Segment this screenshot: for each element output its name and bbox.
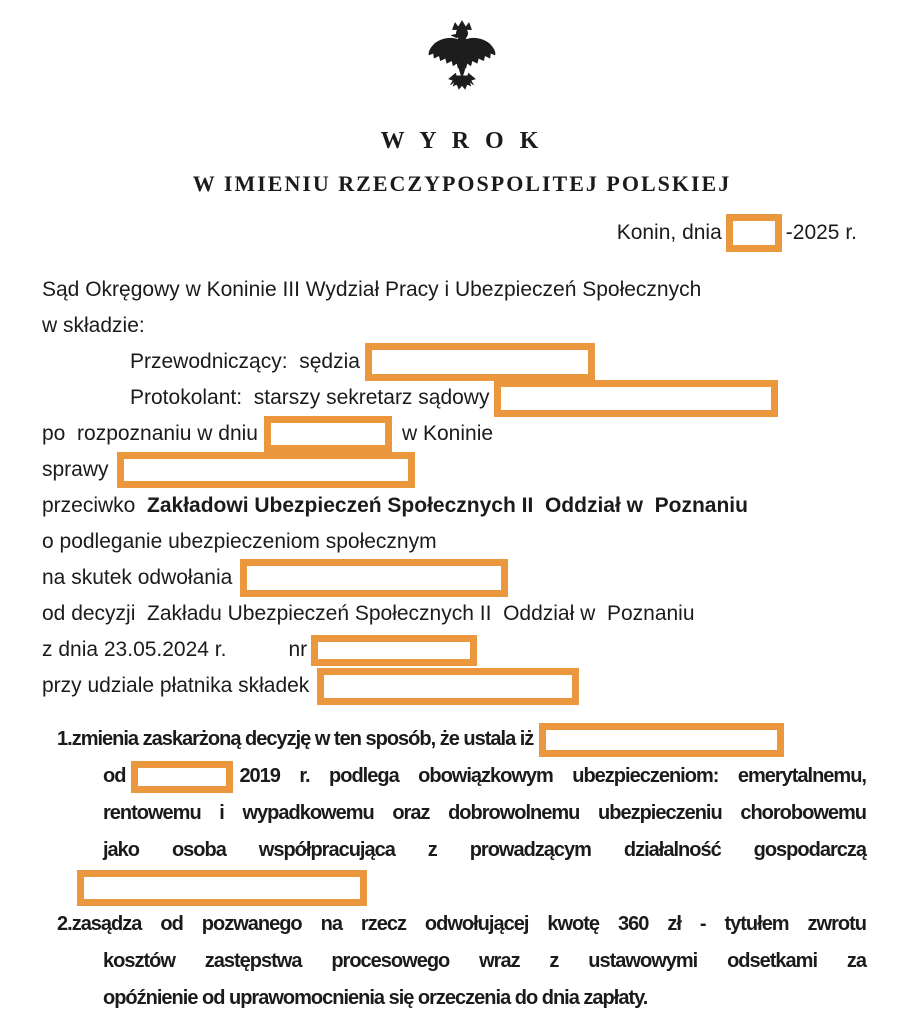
payer-line: przy udziale płatnika składek xyxy=(42,668,924,704)
verdict-2-number: 2. xyxy=(57,913,72,935)
redaction-box-insured-name xyxy=(539,723,784,757)
verdict-1-line-5 xyxy=(57,869,866,906)
redaction-box-judge-name xyxy=(365,343,595,381)
verdict-1-line-1: 1.zmienia zaskarżoną decyzję w ten sposób, że ustala iż xyxy=(57,721,866,758)
date-suffix: -2025 r. xyxy=(785,221,857,244)
redaction-box-hearing-date xyxy=(264,416,392,452)
decision-date-line: z dnia 23.05.2024 r. nr xyxy=(42,632,924,668)
verdict-2-line-3: opóźnienie od uprawomocnienia się orzeczenia do dnia zapłaty. xyxy=(103,987,648,1009)
presiding-judge-line: Przewodniczący: sędzia xyxy=(42,344,924,380)
redaction-box-decision-number xyxy=(311,635,477,666)
polish-eagle-emblem xyxy=(424,12,500,108)
decision-number-label: nr xyxy=(288,638,308,661)
case-line: sprawy xyxy=(42,452,924,488)
verdict-1-line-2: od 2019 r. podlega obowiązkowym ubezpieczeniom: emerytalnemu, xyxy=(57,758,866,795)
verdict-1-line-3: rentowemu i wypadkowemu oraz dobrowolnemu ubezpieczeniu chorobowemu xyxy=(103,802,866,824)
court-line: Sąd Okręgowy w Koninie III Wydział Pracy i Ubezpieczeń Społecznych xyxy=(42,278,702,301)
clerk-line: Protokolant: starszy sekretarz sądowy xyxy=(42,380,924,416)
composition-line: w składzie: xyxy=(42,314,145,337)
redaction-box-date xyxy=(726,214,782,252)
document-title: W Y R O K xyxy=(380,128,544,154)
redaction-box-business-name xyxy=(77,870,367,906)
redaction-box-appellant xyxy=(240,559,508,597)
verdict-2-line-1: 2.zasądza od pozwanego na rzecz odwołującej kwotę 360 zł - tytułem zwrotu xyxy=(57,913,866,935)
hearing-line: po rozpoznaniu w dniu w Koninie xyxy=(42,416,924,452)
verdict-section xyxy=(57,721,866,1017)
verdict-item-1 xyxy=(57,721,866,906)
verdict-1-line-4: jako osoba współpracująca z prowadzącym działalność gospodarczą xyxy=(103,839,866,861)
redaction-box-payer-name xyxy=(317,668,579,705)
appeal-line: na skutek odwołania xyxy=(42,560,924,596)
verdict-1-number: 1. xyxy=(57,728,72,750)
verdict-2-line-2: kosztów zastępstwa procesowego wraz z ustawowymi odsetkami za xyxy=(103,950,866,972)
decision-line: od decyzji Zakładu Ubezpieczeń Społecznych II Oddział w Poznaniu xyxy=(42,602,695,625)
document-subtitle: W IMIENIU RZECZYPOSPOLITEJ POLSKIEJ xyxy=(192,171,732,196)
defendant-name: Zakładowi Ubezpieczeń Społecznych II Oddział w Poznaniu xyxy=(147,494,748,517)
redaction-box-clerk-name xyxy=(494,380,778,417)
date-prefix: Konin, dnia xyxy=(616,221,722,244)
verdict-item-2 xyxy=(57,906,866,1017)
date-line xyxy=(0,214,924,252)
redaction-box-claimant xyxy=(117,452,415,488)
defendant-line: przeciwko Zakładowi Ubezpieczeń Społecznych II Oddział w Poznaniu xyxy=(42,494,748,517)
redaction-box-period-start xyxy=(131,761,233,793)
subject-line: o podleganie ubezpieczeniom społecznym xyxy=(42,530,437,553)
judgment-intro xyxy=(42,272,924,704)
